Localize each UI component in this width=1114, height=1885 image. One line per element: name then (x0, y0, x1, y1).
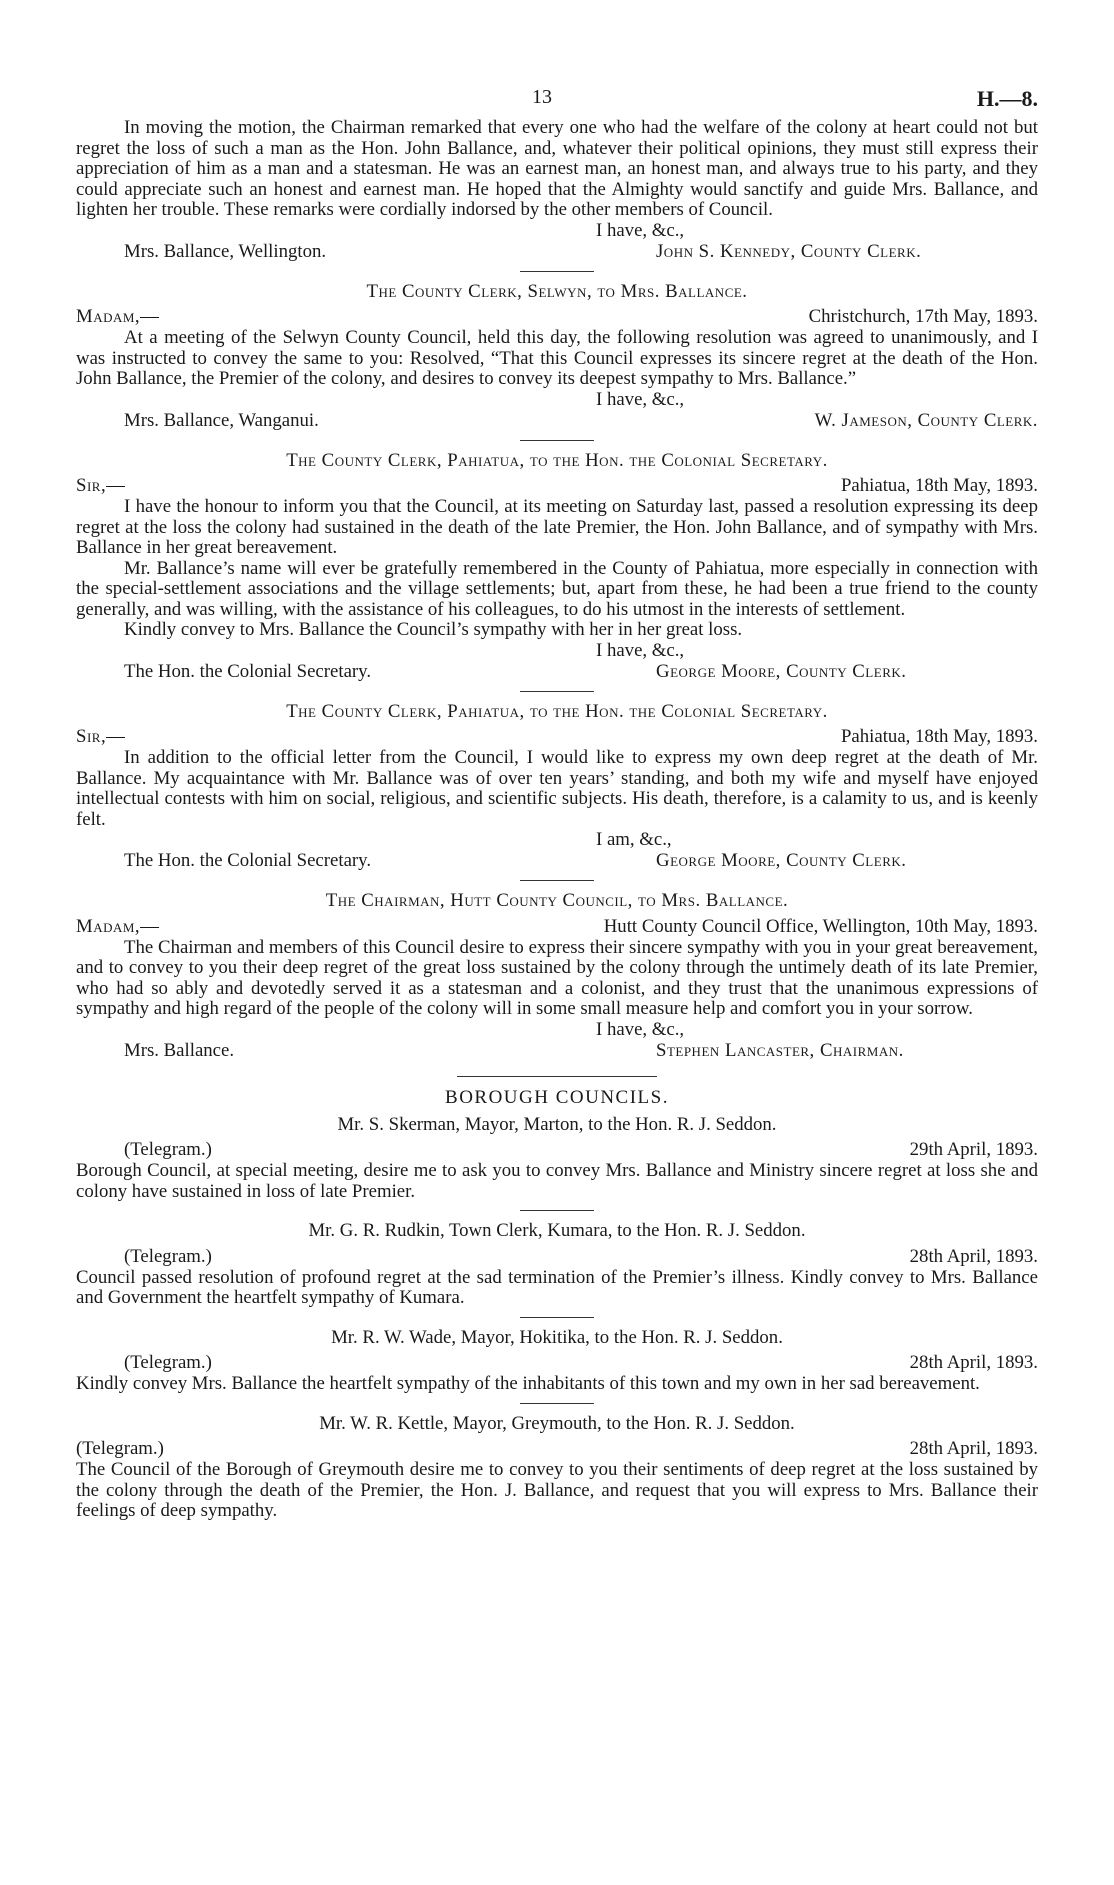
letter-pahiatua-personal (76, 702, 1038, 873)
telegram-title: Mr. S. Skerman, Mayor, Marton, to the Hon. R. J. Seddon. (337, 1113, 777, 1135)
salutation: Sir,— (76, 726, 126, 747)
divider (520, 1317, 594, 1318)
addressee: The Hon. the Colonial Secretary. (124, 850, 372, 871)
telegram-title: Mr. W. R. Kettle, Mayor, Greymouth, to the Hon. R. J. Seddon. (319, 1412, 795, 1434)
signature: Stephen Lancaster, Chairman. (656, 1039, 904, 1061)
place-date: Hutt County Council Office, Wellington, 10th May, 1893. (603, 915, 1038, 937)
telegram-label: (Telegram.) (76, 1438, 164, 1459)
telegram-hokitika (76, 1328, 1038, 1395)
document-reference: H.—8. (976, 86, 1038, 111)
page-number: 13 (532, 86, 552, 108)
letter-title: The County Clerk, Pahiatua, to the Hon. the Colonial Secretary. (286, 449, 828, 471)
salutation: Madam,— (76, 306, 160, 327)
telegram-label: (Telegram.) (124, 1245, 212, 1267)
addressee: Mrs. Ballance, Wanganui. (124, 409, 319, 431)
place-date: Christchurch, 17th May, 1893. (808, 306, 1038, 327)
letter-paragraph: In moving the motion, the Chairman remarked that every one who had the welfare of the colony at heart could not but regret the loss of such a man as the Hon. John Ballance, and, whatever their political opinions, they must still express their appreciation of him as a man and a statesman. He was an earnest man, an honest man, and always true to his party, and they could appreciate such an honest and earnest man. He hoped that the Almighty would sanctify and guide Mrs. Ballance, and lighten her trouble. These remarks were cordially indorsed by the other members of Council. (76, 117, 1038, 220)
telegram-date: 28th April, 1893. (909, 1438, 1038, 1459)
closing: I have, &c., (596, 219, 685, 241)
signature: W. Jameson, County Clerk. (814, 409, 1038, 431)
addressee: Mrs. Ballance. (124, 1039, 235, 1061)
addressee: The Hon. the Colonial Secretary. (124, 660, 372, 682)
signature: John S. Kennedy, County Clerk. (656, 240, 922, 262)
divider (520, 691, 594, 692)
divider (520, 880, 594, 881)
letter-title: The County Clerk, Pahiatua, to the Hon. the Colonial Secretary. (286, 700, 828, 722)
place-date: Pahiatua, 18th May, 1893. (840, 475, 1038, 496)
telegram-text: Council passed resolution of profound regret at the sad termination of the Premier’s illness. Kindly convey to Mrs. Ballance and Government the heartfelt sympathy of Kumara. (76, 1266, 1038, 1308)
letter-title: The Chairman, Hutt County Council, to Mrs. Ballance. (325, 890, 789, 911)
telegram-marton (76, 1115, 1038, 1203)
letter-kennedy (76, 118, 1038, 263)
section-divider (457, 1076, 657, 1077)
salutation: Sir,— (76, 475, 126, 496)
telegram-date: 28th April, 1893. (909, 1352, 1038, 1373)
telegram-kumara (76, 1221, 1038, 1309)
telegram-greymouth (76, 1414, 1038, 1522)
telegram-title: Mr. R. W. Wade, Mayor, Hokitika, to the Hon. R. J. Seddon. (331, 1326, 783, 1348)
signature: George Moore, County Clerk. (656, 850, 907, 871)
place-date: Pahiatua, 18th May, 1893. (840, 726, 1038, 747)
closing: I have, &c., (596, 388, 685, 410)
closing: I have, &c., (596, 639, 685, 661)
salutation: Madam,— (76, 915, 160, 937)
divider (520, 1403, 594, 1404)
divider (520, 1210, 594, 1211)
letter-paragraph: In addition to the official letter from the Council, I would like to express my own deep regret at the death of Mr. Ballance. My acquaintance with Mr. Ballance was of over ten years’ standing, and both my wife and myself have enjoyed intellectual contests with him on social, religious, and scientific subjects. His death, therefore, is a calamity to us, and is keenly felt. (76, 747, 1038, 830)
telegram-date: 29th April, 1893. (909, 1139, 1038, 1160)
telegram-label: (Telegram.) (124, 1139, 212, 1160)
letter-selwyn (76, 282, 1038, 432)
telegram-text: Kindly convey Mrs. Ballance the heartfelt sympathy of the inhabitants of this town and my own in her sad bereavement. (76, 1373, 980, 1394)
letter-pahiatua-official (76, 451, 1038, 683)
telegram-title: Mr. G. R. Rudkin, Town Clerk, Kumara, to the Hon. R. J. Seddon. (308, 1220, 806, 1241)
telegram-text: Borough Council, at special meeting, desire me to ask you to convey Mrs. Ballance and Ministry sincere regret at loss she and colony have sustained in loss of late Premier. (76, 1160, 1038, 1202)
divider (520, 440, 594, 441)
addressee: Mrs. Ballance, Wellington. (124, 240, 327, 262)
telegram-label: (Telegram.) (124, 1352, 212, 1373)
telegram-text: The Council of the Borough of Greymouth desire me to convey to you their sentiments of deep regret at the loss sustained by the colony through the death of the Premier, the Hon. J. Ballance, and request that you will express to Mrs. Ballance their feelings of deep sympathy. (76, 1459, 1038, 1521)
letter-paragraph: I have the honour to inform you that the Council, at its meeting on Saturday last, passed a resolution expressing its deep regret at the loss the colony had sustained in the death of the late Premier, the Hon. John Ballance, and of sympathy with Mrs. Ballance in her great bereavement. (76, 496, 1038, 558)
letter-paragraph: The Chairman and members of this Council desire to express their sincere sympathy with you in your great bereavement, and to convey to you their deep regret of the great loss sustained by the colony through the untimely death of its late Premier, who had so ably and devotedly served it as a statesman and a colonist, and they trust that the unanimous expressions of sympathy and high regard of the people of the colony will in some small measure help and comfort you in your sorrow. (76, 936, 1038, 1019)
closing: I have, &c., (596, 1018, 685, 1040)
telegram-date: 28th April, 1893. (909, 1245, 1038, 1267)
letter-paragraph: Kindly convey to Mrs. Ballance the Council’s sympathy with her in her great loss. (124, 619, 743, 640)
divider (520, 271, 594, 272)
letter-hutt (76, 891, 1038, 1062)
document-page (76, 78, 1038, 1522)
signature: George Moore, County Clerk. (656, 660, 907, 682)
letter-paragraph: At a meeting of the Selwyn County Council, held this day, the following resolution was agreed to unanimously, and I was instructed to convey the same to you: Resolved, “That this Council expresses its sincere regret at the death of the Hon. John Ballance, the Premier of the colony, and desires to convey its deepest sympathy to Mrs. Ballance.” (76, 327, 1038, 389)
page-header (76, 78, 1038, 118)
closing: I am, &c., (596, 829, 672, 850)
section-heading: BOROUGH COUNCILS. (445, 1086, 669, 1108)
letter-paragraph: Mr. Ballance’s name will ever be gratefully remembered in the County of Pahiatua, more especially in connection with the special-settlement associations and the village settlements; but, apart from these, he had been a true friend to the county generally, and was willing, with the assistance of his colleagues, to do his utmost in the interests of settlement. (76, 557, 1038, 620)
letter-title: The County Clerk, Selwyn, to Mrs. Ballance. (366, 280, 748, 302)
